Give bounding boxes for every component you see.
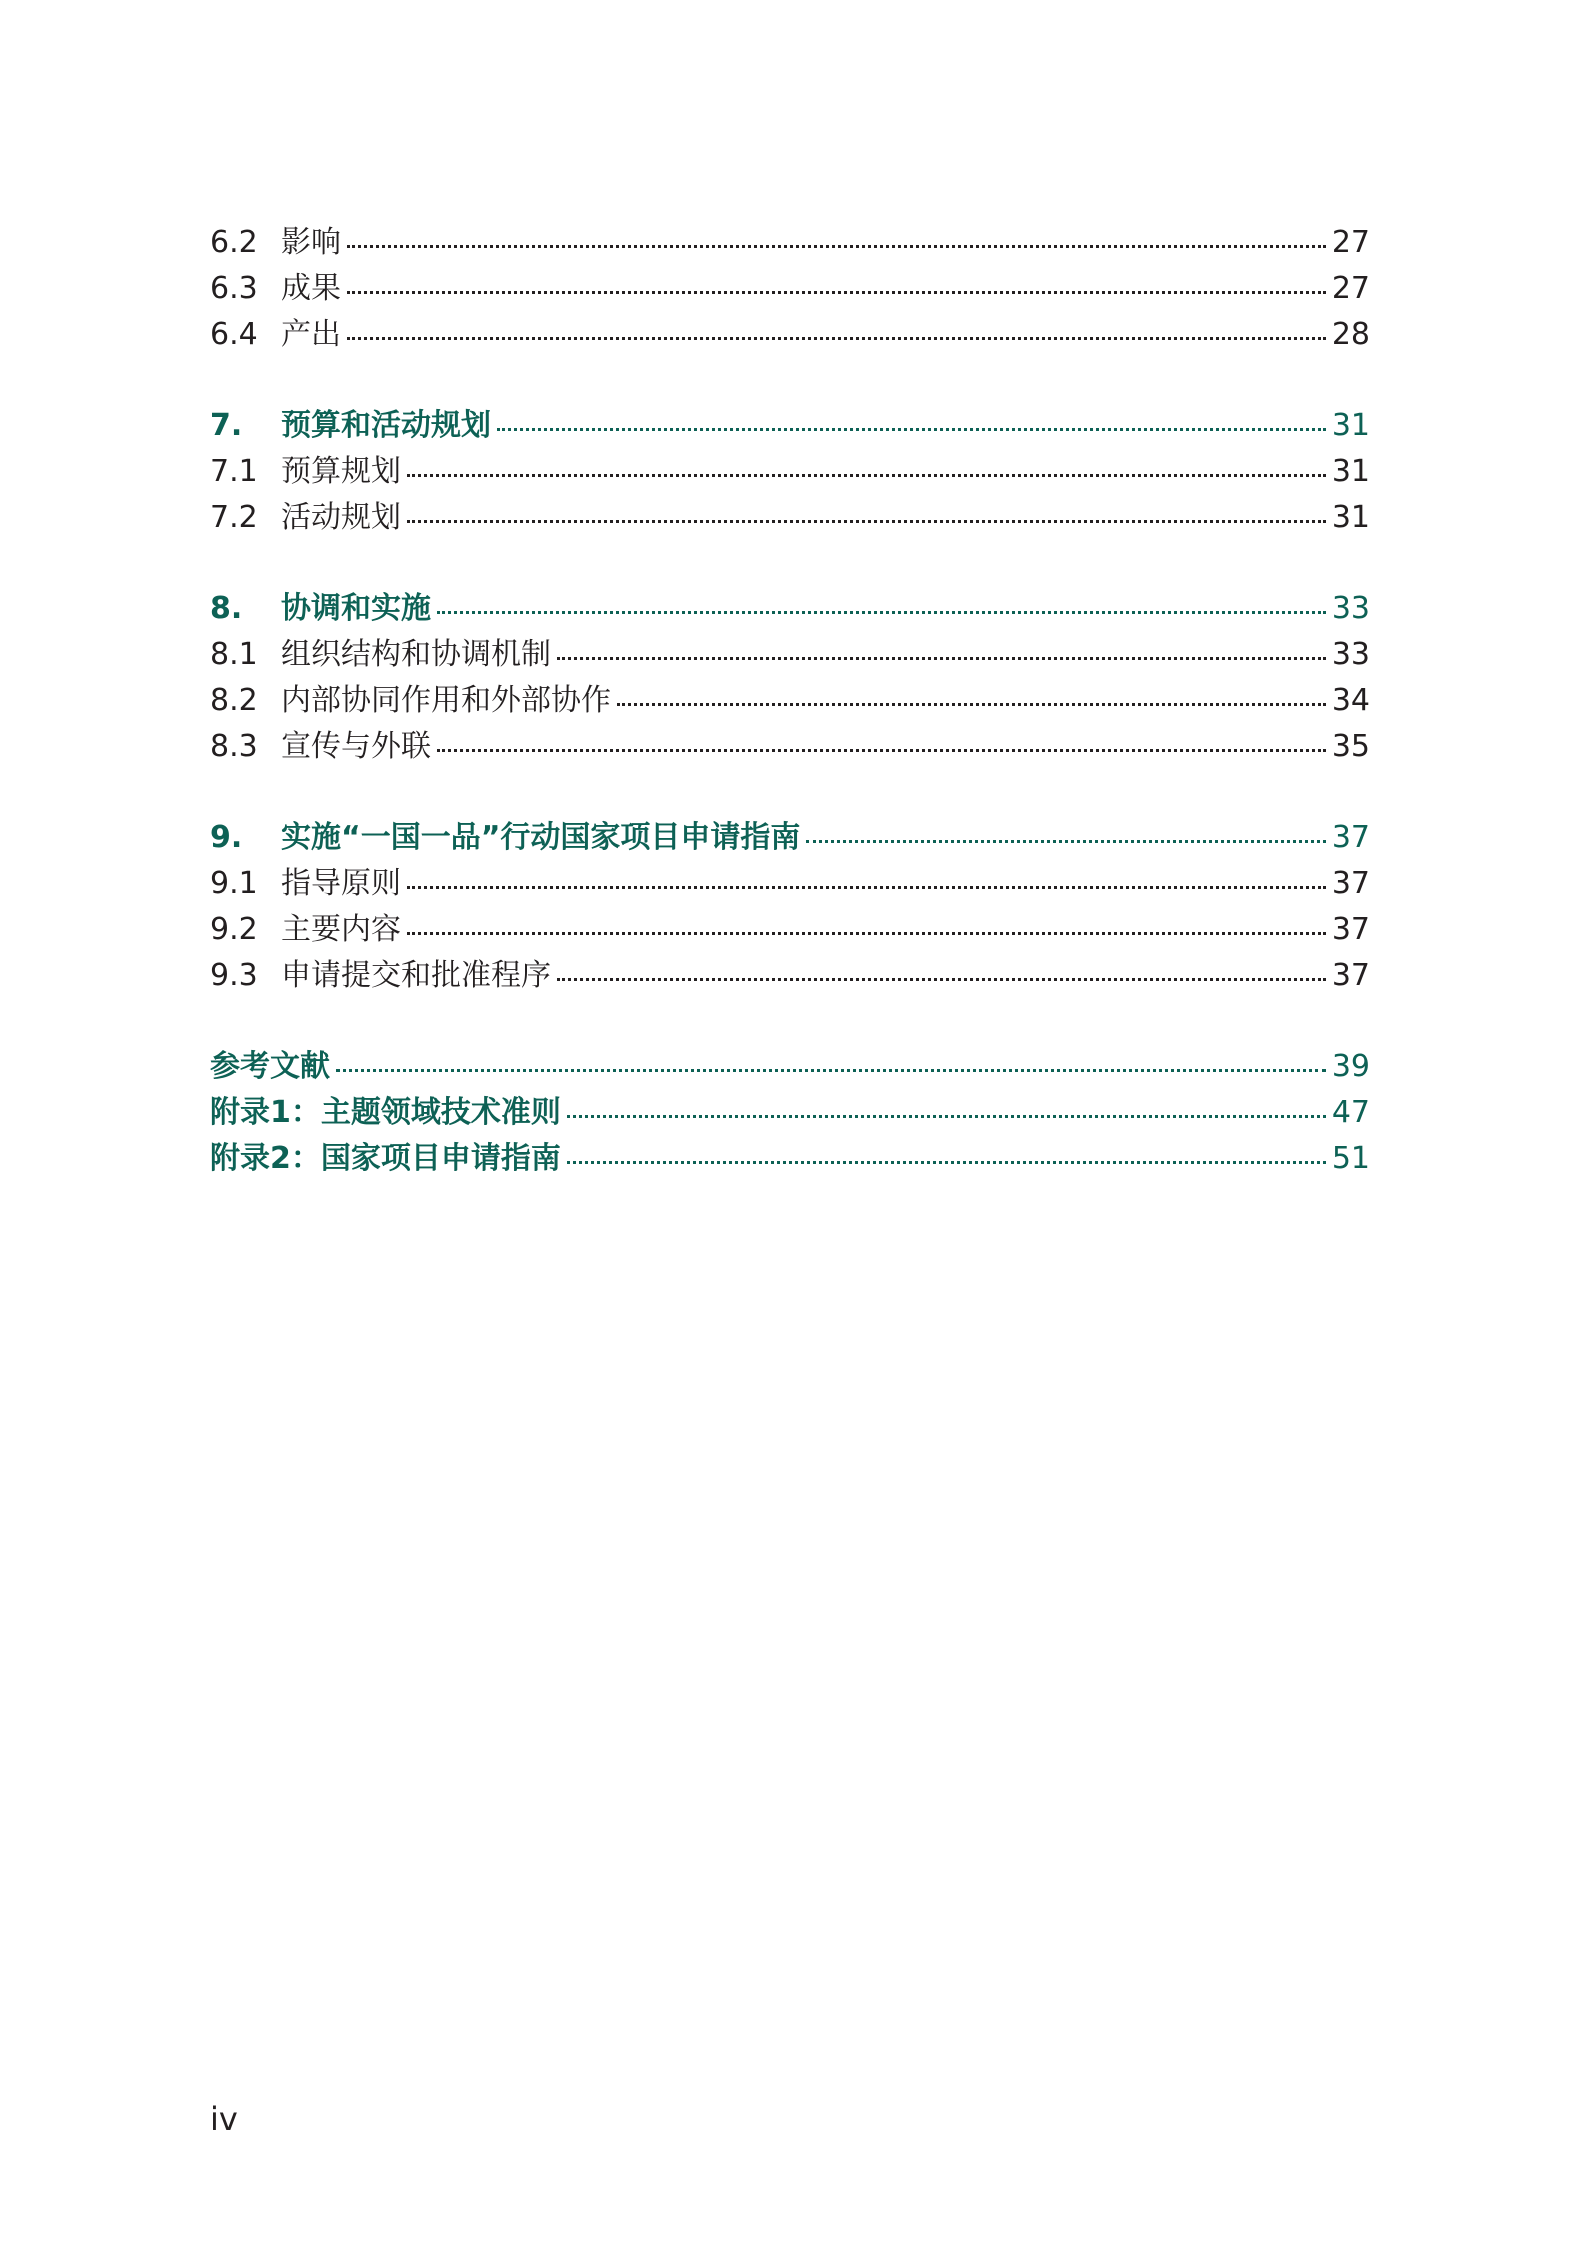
- toc-entry-page: 37: [1331, 912, 1370, 947]
- dot-leader: [347, 288, 1326, 294]
- dot-leader: [557, 654, 1326, 660]
- toc-entry-9-2[interactable]: [210, 907, 1370, 953]
- toc-chapter-title: 协调和实施: [281, 591, 431, 626]
- toc-entry-title: 成果: [281, 271, 341, 306]
- toc-group-8: [210, 586, 1370, 770]
- toc-chapter-7[interactable]: [210, 403, 1370, 449]
- toc-entry-page: 33: [1331, 637, 1370, 672]
- toc-entry-page: 34: [1331, 683, 1370, 718]
- toc-entry-title: 预算规划: [281, 454, 401, 489]
- toc-entry-page: 27: [1331, 271, 1370, 306]
- dot-leader: [437, 746, 1326, 752]
- toc-chapter-page: 33: [1331, 591, 1370, 626]
- toc-entry-title: 组织结构和协调机制: [281, 637, 551, 672]
- toc-group-7: [210, 403, 1370, 541]
- toc-chapter-8[interactable]: [210, 586, 1370, 632]
- dot-leader: [437, 608, 1326, 614]
- toc-chapter-page: 31: [1331, 408, 1370, 443]
- toc-entry-title: 内部协同作用和外部协作: [281, 683, 611, 718]
- toc-chapter-page: 47: [1331, 1095, 1370, 1130]
- toc-chapter-title: 附录1：主题领域技术准则: [210, 1095, 561, 1130]
- toc-chapter-number: 9.: [210, 820, 243, 855]
- toc-entry-number: 7.1: [210, 454, 258, 489]
- dot-leader: [347, 242, 1326, 248]
- toc-entry-page: 28: [1331, 317, 1370, 352]
- dot-leader: [806, 837, 1325, 843]
- page-number: iv: [210, 2100, 238, 2138]
- toc-entry-number: 8.1: [210, 637, 258, 672]
- toc-chapter-page: 51: [1331, 1141, 1370, 1176]
- toc-entry-8-1[interactable]: [210, 632, 1370, 678]
- dot-leader: [407, 883, 1326, 889]
- toc-chapter-number: 7.: [210, 408, 243, 443]
- toc-entry-title: 活动规划: [281, 500, 401, 535]
- dot-leader: [347, 334, 1326, 340]
- toc-entry-number: 9.1: [210, 866, 258, 901]
- toc-entry-page: 31: [1331, 500, 1370, 535]
- dot-leader: [336, 1066, 1326, 1072]
- toc-chapter-title: 预算和活动规划: [281, 408, 491, 443]
- toc-chapter-title: 实施“一国一品”行动国家项目申请指南: [281, 820, 801, 855]
- toc-entry-7-1[interactable]: [210, 449, 1370, 495]
- toc-chapter-page: 39: [1331, 1049, 1370, 1084]
- toc-entry-8-3[interactable]: [210, 724, 1370, 770]
- toc-entry-page: 35: [1331, 729, 1370, 764]
- toc-chapter-title: 参考文献: [210, 1049, 330, 1084]
- toc-entry-page: 31: [1331, 454, 1370, 489]
- toc-references[interactable]: [210, 1044, 1370, 1090]
- dot-leader: [617, 700, 1326, 706]
- toc-entry-title: 宣传与外联: [281, 729, 431, 764]
- toc-appendix-2[interactable]: [210, 1136, 1370, 1182]
- toc-entry-number: 8.2: [210, 683, 258, 718]
- dot-leader: [497, 425, 1326, 431]
- toc-entry-title: 指导原则: [281, 866, 401, 901]
- toc-appendix-1[interactable]: [210, 1090, 1370, 1136]
- toc-chapter-title: 附录2：国家项目申请指南: [210, 1141, 561, 1176]
- toc-entry-9-1[interactable]: [210, 861, 1370, 907]
- toc-entry-page: 27: [1331, 225, 1370, 260]
- toc-entry-number: 6.2: [210, 225, 258, 260]
- table-of-contents: [210, 220, 1370, 1227]
- dot-leader: [407, 471, 1326, 477]
- toc-entry-6-2[interactable]: [210, 220, 1370, 266]
- toc-entry-number: 6.3: [210, 271, 258, 306]
- toc-entry-number: 8.3: [210, 729, 258, 764]
- toc-entry-8-2[interactable]: [210, 678, 1370, 724]
- toc-entry-6-4[interactable]: [210, 312, 1370, 358]
- toc-entry-page: 37: [1331, 958, 1370, 993]
- dot-leader: [407, 929, 1326, 935]
- toc-entry-title: 主要内容: [281, 912, 401, 947]
- toc-entry-number: 9.2: [210, 912, 258, 947]
- toc-group-back-matter: [210, 1044, 1370, 1182]
- toc-entry-number: 6.4: [210, 317, 258, 352]
- toc-entry-6-3[interactable]: [210, 266, 1370, 312]
- dot-leader: [407, 517, 1326, 523]
- dot-leader: [567, 1112, 1326, 1118]
- toc-entry-number: 7.2: [210, 500, 258, 535]
- toc-entry-title: 申请提交和批准程序: [281, 958, 551, 993]
- dot-leader: [557, 975, 1326, 981]
- toc-group-6: [210, 220, 1370, 358]
- toc-group-9: [210, 815, 1370, 999]
- toc-entry-9-3[interactable]: [210, 953, 1370, 999]
- toc-chapter-number: 8.: [210, 591, 243, 626]
- toc-entry-title: 产出: [281, 317, 341, 352]
- toc-chapter-9[interactable]: [210, 815, 1370, 861]
- toc-entry-7-2[interactable]: [210, 495, 1370, 541]
- toc-chapter-page: 37: [1331, 820, 1370, 855]
- dot-leader: [567, 1158, 1326, 1164]
- toc-entry-number: 9.3: [210, 958, 258, 993]
- toc-entry-title: 影响: [281, 225, 341, 260]
- toc-entry-page: 37: [1331, 866, 1370, 901]
